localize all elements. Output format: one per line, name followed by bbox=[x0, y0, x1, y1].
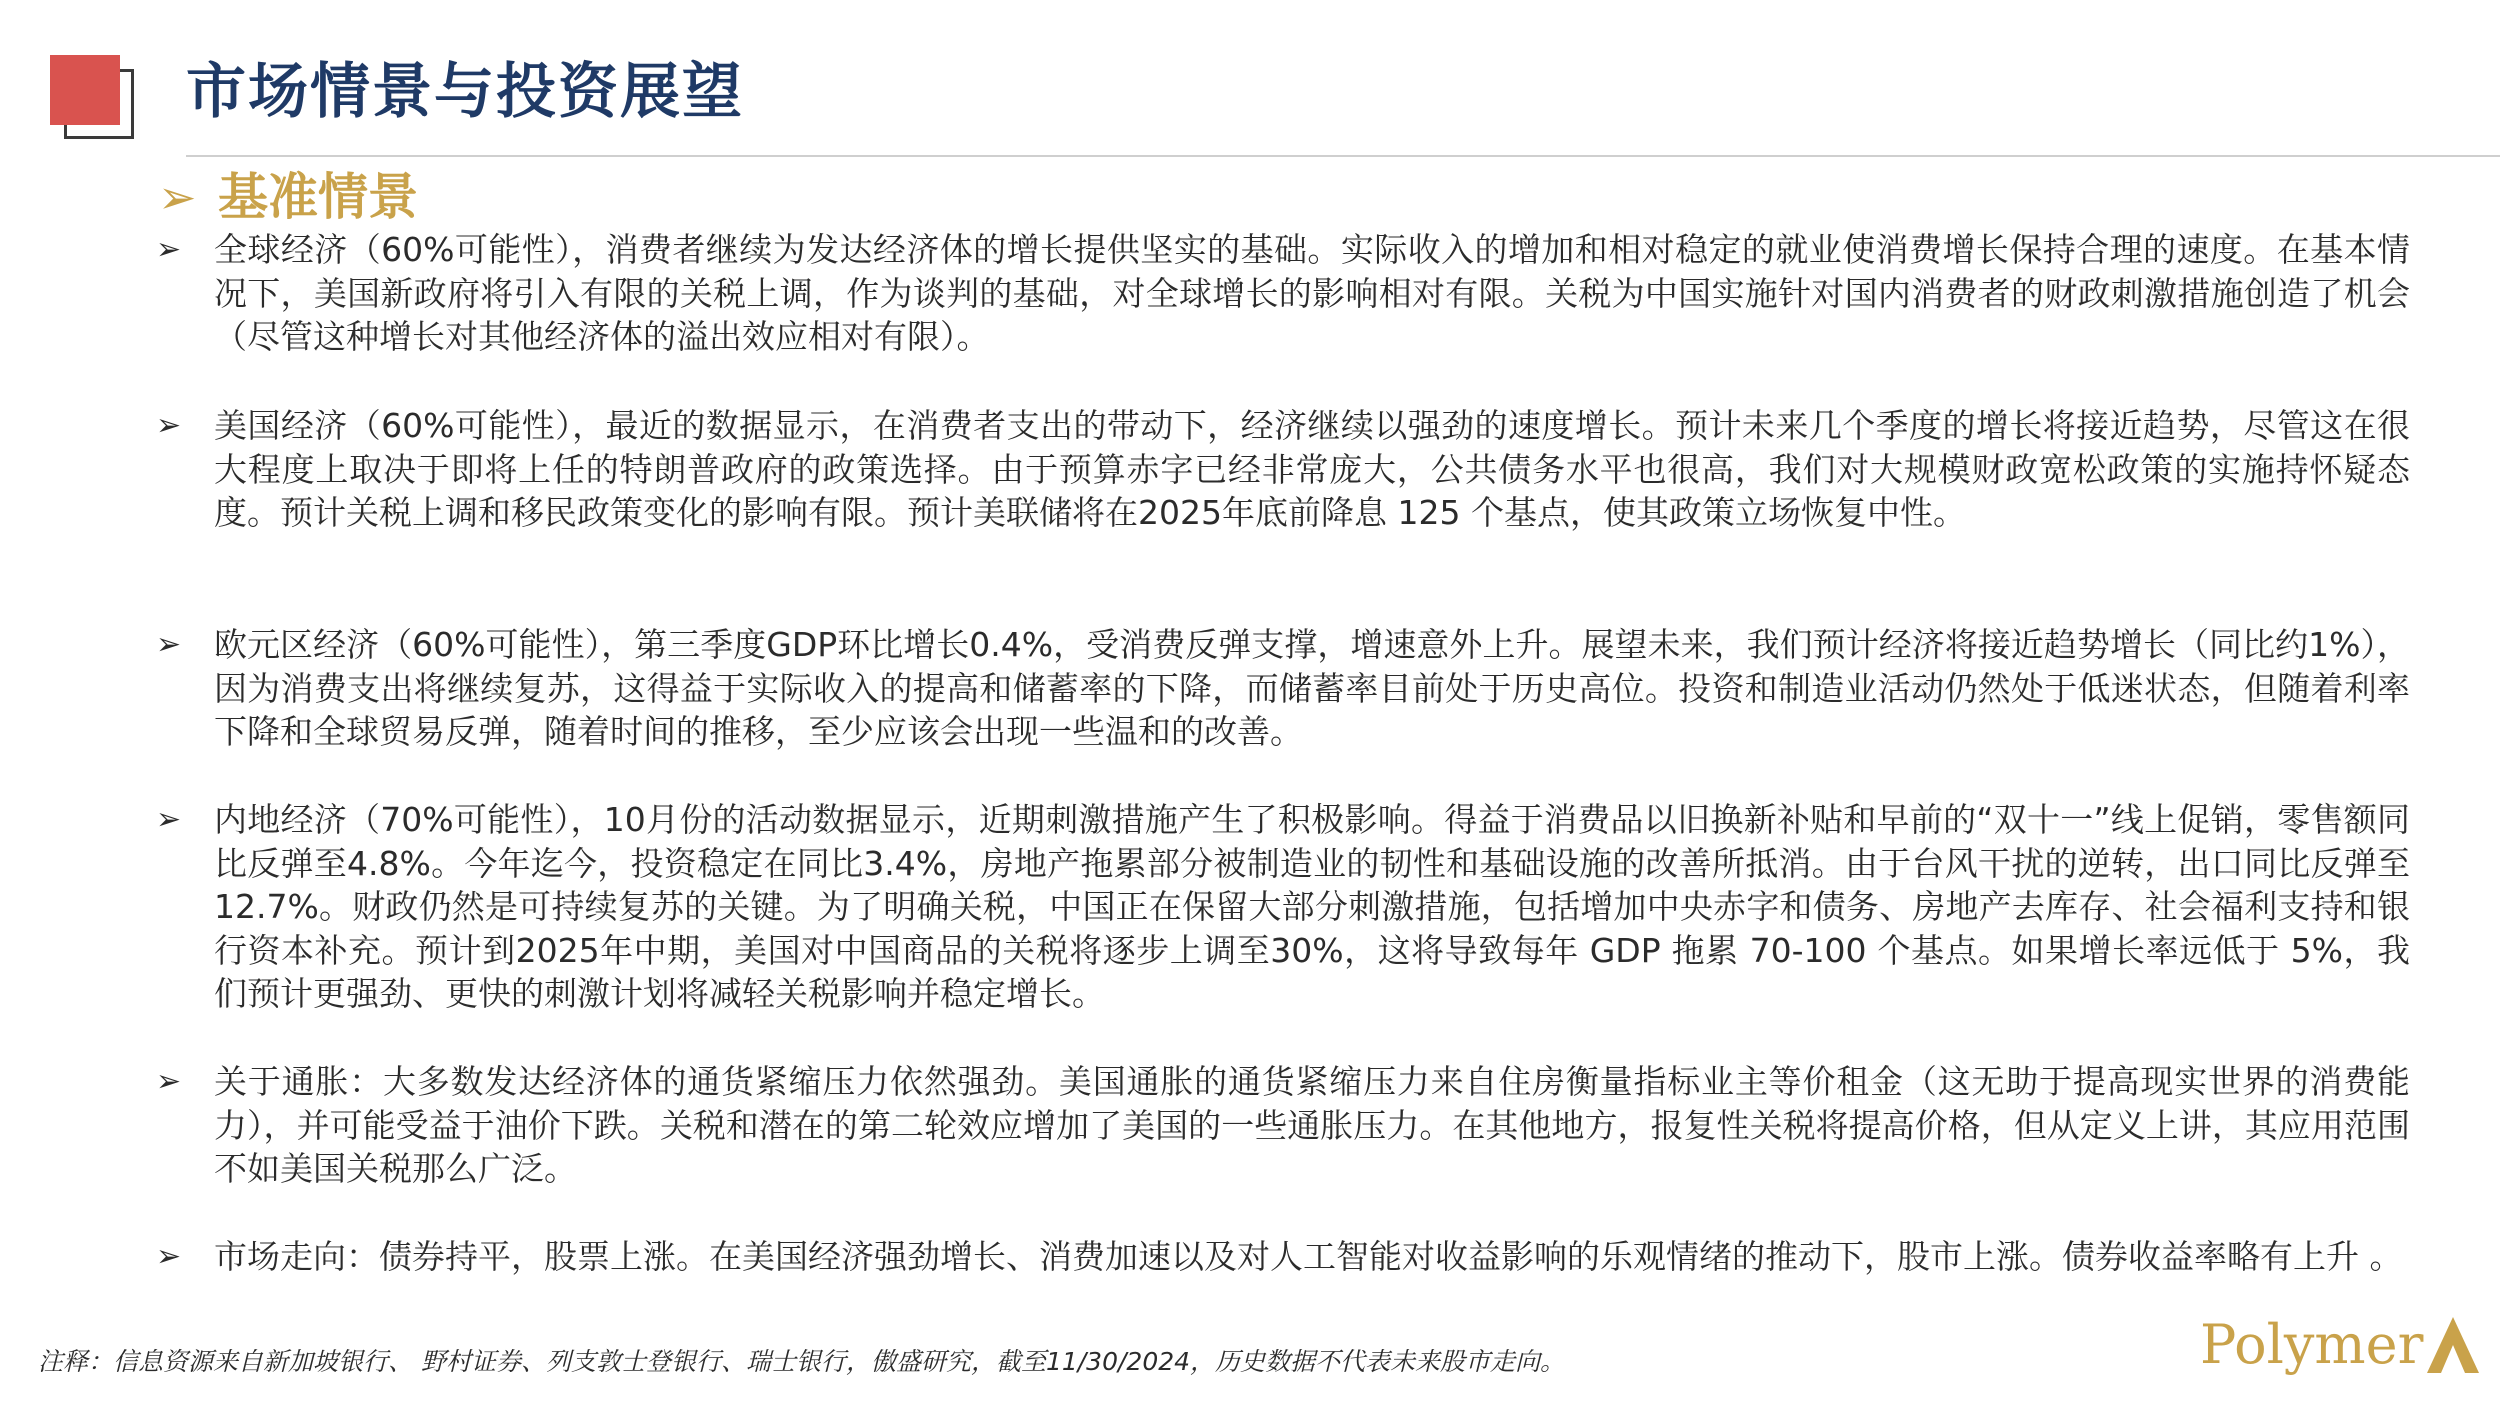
bullet-text: 市场走向：债券持平，股票上涨。在美国经济强劲增长、消费加速以及对人工智能对收益影响的乐观情绪的推动下，股市上涨。债券收益率略有上升 。 bbox=[214, 1237, 2403, 1276]
bullet-item-market bbox=[150, 1235, 2410, 1279]
footnote: 注释：信息资源来自新加坡银行、 野村证券、列支敦士登银行、瑞士银行，傲盛研究，截至11/30/2024，历史数据不代表未来股市走向。 bbox=[38, 1347, 1566, 1376]
page-title: 市场情景与投资展望 bbox=[186, 57, 744, 127]
bullet-arrow-icon: ➢ bbox=[156, 1064, 182, 1099]
brand-logo bbox=[2200, 1305, 2481, 1385]
logo-squares-icon bbox=[50, 55, 140, 145]
bullet-arrow-icon: ➢ bbox=[156, 802, 182, 837]
section-heading bbox=[158, 165, 418, 229]
section-arrow-icon: ➢ bbox=[158, 170, 197, 224]
bullet-item-inflation bbox=[150, 1060, 2410, 1191]
bullet-text: 美国经济（60%可能性），最近的数据显示，在消费者支出的带动下，经济继续以强劲的速度增长。预计未来几个季度的增长将接近趋势，尽管这在很大程度上取决于即将上任的特朗普政府的政策选择。由于预算赤字已经非常庞大，公共债务水平也很高，我们对大规模财政宽松政策的实施持怀疑态度。预计关税上调和移民政策变化的影响有限。预计美联储将在2025年底前降息 125 个基点，使其政策立场恢复中性。 bbox=[214, 406, 2410, 532]
bullet-text: 欧元区经济（60%可能性），第三季度GDP环比增长0.4%，受消费反弹支撑，增速意外上升。展望未来，我们预计经济将接近趋势增长（同比约1%），因为消费支出将继续复苏，这得益于实际收入的提高和储蓄率的下降，而储蓄率目前处于历史高位。投资和制造业活动仍然处于低迷状态，但随着利率下降和全球贸易反弹，随着时间的推移，至少应该会出现一些温和的改善。 bbox=[214, 625, 2410, 751]
logo-filled-square bbox=[50, 55, 120, 125]
bullet-item-us bbox=[150, 404, 2410, 535]
bullet-text: 全球经济（60%可能性），消费者继续为发达经济体的增长提供坚实的基础。实际收入的增加和相对稳定的就业使消费增长保持合理的速度。在基本情况下，美国新政府将引入有限的关税上调，作为谈判的基础，对全球增长的影响相对有限。关税为中国实施针对国内消费者的财政刺激措施创造了机会（尽管这种增长对其他经济体的溢出效应相对有限）。 bbox=[214, 230, 2410, 356]
bullet-item-china bbox=[150, 798, 2410, 1016]
triangle-a-icon bbox=[2425, 1315, 2481, 1375]
bullet-text: 内地经济（70%可能性），10月份的活动数据显示，近期刺激措施产生了积极影响。得益于消费品以旧换新补贴和早前的“双十一”线上促销，零售额同比反弹至4.8%。今年迄今，投资稳定在同比3.4%，房地产拖累部分被制造业的韧性和基础设施的改善所抵消。由于台风干扰的逆转，出口同比反弹至12.7%。财政仍然是可持续复苏的关键。为了明确关税，中国正在保留大部分刺激措施，包括增加中央赤字和债务、房地产去库存、社会福利支持和银行资本补充。预计到2025年中期，美国对中国商品的关税将逐步上调至30%，这将导致每年 GDP 拖累 70-100 个基点。如果增长率远低于 5%，我们预计更强劲、更快的刺激计划将减轻关税影响并稳定增长。 bbox=[214, 800, 2410, 1013]
bullet-arrow-icon: ➢ bbox=[156, 1239, 182, 1274]
bullet-item-global bbox=[150, 228, 2410, 359]
bullet-arrow-icon: ➢ bbox=[156, 232, 182, 267]
brand-name: Polymer bbox=[2200, 1313, 2424, 1376]
bullet-item-eurozone bbox=[150, 623, 2410, 754]
bullet-text: 关于通胀：大多数发达经济体的通货紧缩压力依然强劲。美国通胀的通货紧缩压力来自住房衡量指标业主等价租金（这无助于提高现实世界的消费能力），并可能受益于油价下跌。关税和潜在的第二轮效应增加了美国的一些通胀压力。在其他地方，报复性关税将提高价格，但从定义上讲，其应用范围不如美国关税那么广泛。 bbox=[214, 1062, 2410, 1188]
bullet-arrow-icon: ➢ bbox=[156, 408, 182, 443]
bullet-arrow-icon: ➢ bbox=[156, 627, 182, 662]
section-title: 基准情景 bbox=[218, 168, 418, 226]
header-divider bbox=[186, 155, 2500, 157]
